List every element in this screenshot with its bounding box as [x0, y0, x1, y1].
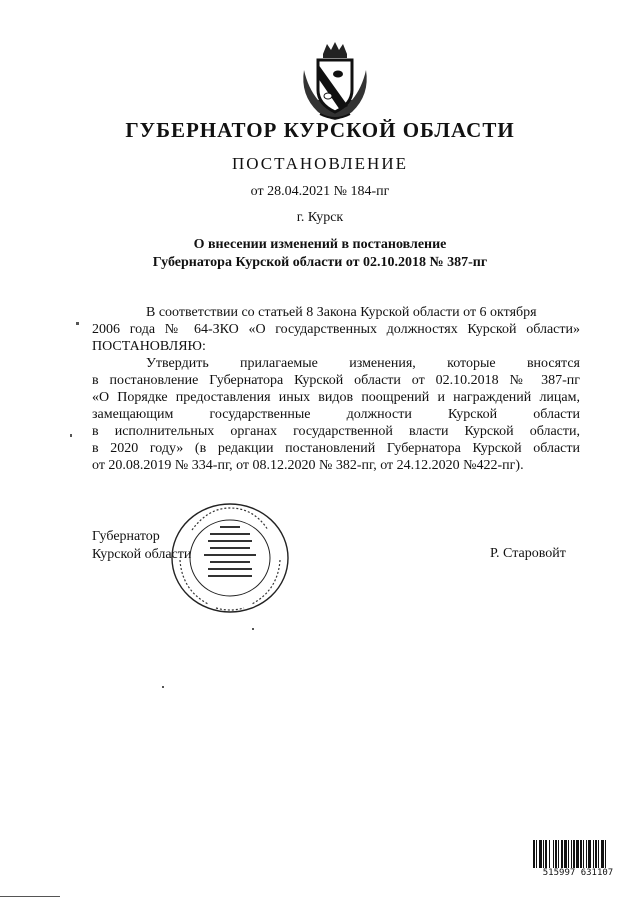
barcode-bar	[539, 840, 542, 870]
barcode-bar	[553, 840, 554, 870]
paragraph-line: в постановление Губернатора Курской области от 02.10.2018 № 387-пг	[92, 373, 580, 388]
barcode-bar	[545, 840, 547, 870]
barcode-bar	[595, 840, 597, 870]
paragraph-line: в 2020 году» (в редакции постановлений Губернатора Курской области	[92, 441, 580, 456]
decree-word: ПОСТАНОВЛЯЮ:	[92, 339, 206, 354]
barcode-bar	[586, 840, 587, 870]
paragraph-line: Утвердить прилагаемые изменения, которые вносятся	[146, 356, 580, 371]
scan-speck	[70, 434, 72, 437]
scan-speck	[162, 686, 164, 688]
paragraph-line: от 20.08.2019 № 334-пг, от 08.12.2020 № 382-пг, от 24.12.2020 №422-пг).	[92, 458, 524, 473]
barcode-bar	[536, 840, 537, 870]
barcode-bar	[605, 840, 606, 870]
preamble-paragraph	[92, 304, 580, 338]
document-city: г. Курск	[296, 210, 344, 225]
barcode-bar	[549, 840, 550, 870]
paragraph-line: 2006 года № 64-ЗКО «О государственных должностях Курской области»	[92, 322, 580, 337]
office-stamp	[168, 500, 292, 616]
resolution-paragraph	[92, 355, 580, 474]
barcode-bar	[533, 840, 535, 870]
barcode-bar	[555, 840, 557, 870]
barcode-bar	[593, 840, 594, 870]
barcode-bar	[588, 840, 591, 870]
barcode-bar	[580, 840, 582, 870]
paragraph-line: В соответствии со статьей 8 Закона Курской области от 6 октября	[146, 305, 537, 320]
barcode-bar	[573, 840, 575, 870]
barcode-bar	[576, 840, 579, 870]
barcode-bar	[543, 840, 544, 870]
barcode-bar	[583, 840, 584, 870]
signer-position-line: Губернатор	[92, 529, 160, 544]
barcode-bar	[571, 840, 572, 870]
barcode-number: 515997 631107	[532, 868, 624, 878]
paragraph-line: замещающим государственные должности Курской области	[92, 407, 580, 422]
signer-name: Р. Старовойт	[490, 546, 566, 561]
document-type: ПОСТАНОВЛЕНИЕ	[231, 154, 408, 173]
scan-speck	[252, 628, 254, 630]
document-date-number: от 28.04.2021 № 184-пг	[250, 184, 390, 199]
paragraph-line: в исполнительных органах государственной власти Курской области,	[92, 424, 580, 439]
barcode-bar	[564, 840, 567, 870]
coat-of-arms-icon	[296, 40, 374, 122]
subject-line: О внесении изменений в постановление	[193, 237, 447, 252]
signer-position-line: Курской области	[92, 547, 192, 562]
subject-line: Губернатора Курской области от 02.10.2018 № 387-пг	[152, 255, 488, 270]
office-title: ГУБЕРНАТОР КУРСКОЙ ОБЛАСТИ	[125, 118, 515, 142]
scan-edge-line	[0, 896, 60, 897]
barcode-bar	[568, 840, 569, 870]
barcode-bar	[561, 840, 563, 870]
paragraph-line: «О Порядке предоставления иных видов поощрений и награждений лицам,	[92, 390, 580, 405]
barcode-bar	[558, 840, 559, 870]
barcode-bar	[598, 840, 599, 870]
document-subject	[0, 236, 640, 272]
scan-speck	[76, 322, 79, 325]
barcode-bar	[601, 840, 604, 870]
